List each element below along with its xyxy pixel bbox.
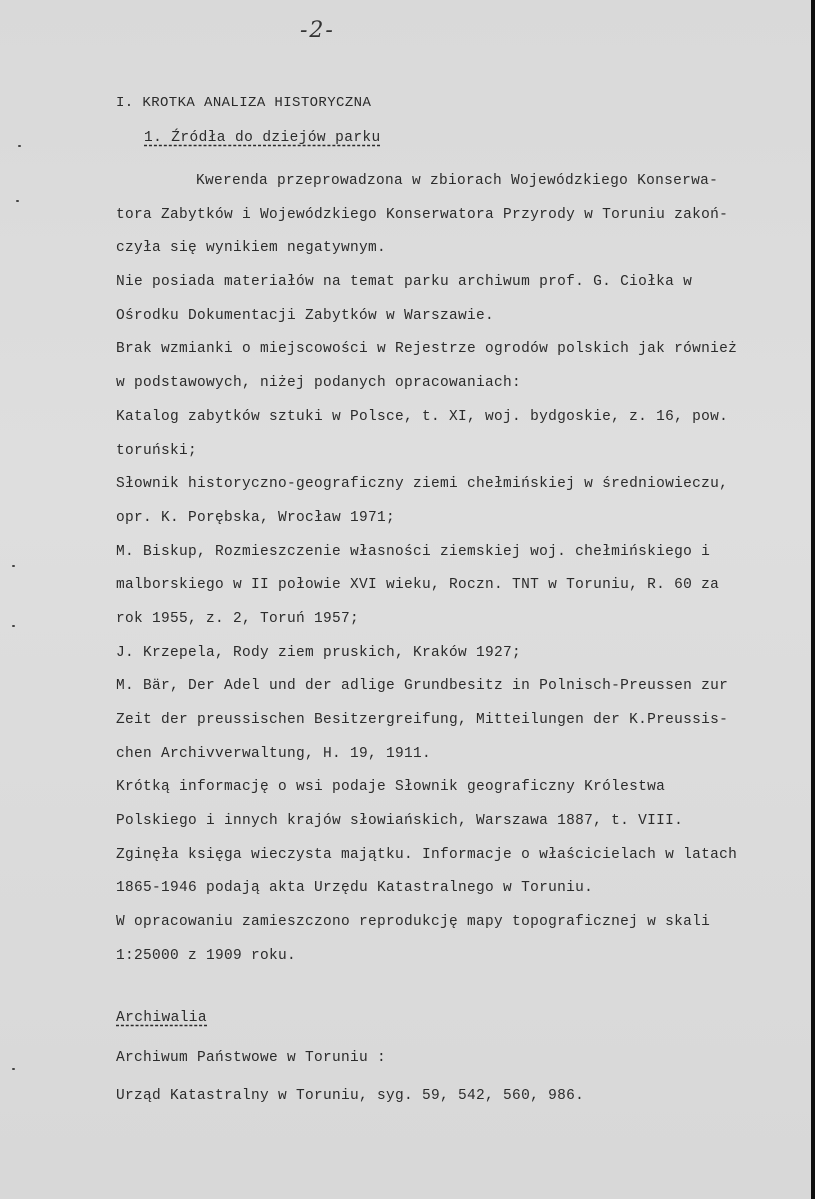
text-line: 1:25000 z 1909 roku. [116,947,297,964]
scan-speck [16,200,19,202]
text-line: czyła się wynikiem negatywnym. [116,240,387,257]
text-line: J. Krzepela, Rody ziem pruskich, Kraków 1927; [116,644,522,661]
text-line: Nie posiada materiałów na temat parku archiwum prof. G. Ciołka w [116,274,693,291]
archive-reference: Urząd Katastralny w Toruniu, syg. 59, 542, 560, 986. [116,1088,585,1104]
text-line: Krótką informację o wsi podaje Słownik geograficzny Królestwa [116,779,666,796]
text-line: M. Biskup, Rozmieszczenie własności ziemskiej woj. chełmińskiego i [116,543,711,560]
text-line: toruński; [116,442,198,459]
page-number: -2- [300,18,335,43]
text-line: Polskiego i innych krajów słowiańskich, Warszawa 1887, t. VIII. [116,813,684,830]
scan-speck [12,1068,15,1070]
text-line: Kwerenda przeprowadzona w zbiorach Wojewódzkiego Konserwa- [196,173,719,189]
text-line: tora Zabytków i Wojewódzkiego Konserwatora Przyrody w Toruniu zakoń- [116,206,729,223]
scan-speck [12,565,15,567]
text-line: rok 1955, z. 2, Toruń 1957; [116,610,360,627]
scan-speck [18,145,21,147]
text-line: 1865-1946 podają akta Urzędu Katastralnego w Toruniu. [116,880,594,897]
section-title: I. KROTKA ANALIZA HISTORYCZNA [116,95,372,111]
text-line: Słownik historyczno-geograficzny ziemi chełmińskiej w średniowieczu, [116,476,729,493]
scan-edge [811,0,815,1199]
text-line: malborskiego w II połowie XVI wieku, Roczn. TNT w Toruniu, R. 60 za [116,577,720,594]
text-line: Zeit der preussischen Besitzergreifung, Mitteilungen der K.Preussis- [116,712,729,728]
text-line: Katalog zabytków sztuki w Polsce, t. XI, woj. bydgoskie, z. 16, pow. [116,408,729,425]
text-line: w podstawowych, niżej podanych opracowaniach: [116,375,522,392]
scan-speck [12,625,15,627]
text-line: W opracowaniu zamieszczono reprodukcję mapy topograficznej w skali [116,914,711,931]
text-line: Zginęła księga wieczysta majątku. Informacje o właścicielach w latach [116,846,738,863]
text-line: Brak wzmianki o miejscowości w Rejestrze ogrodów polskich jak również [116,341,738,358]
text-line: chen Archivverwaltung, H. 19, 1911. [116,745,432,762]
subsection-title: 1. Źródła do dziejów parku [144,130,381,146]
body-text [116,172,815,981]
archiwalia-heading: Archiwalia [116,1010,208,1026]
archive-name: Archiwum Państwowe w Toruniu : [116,1050,387,1066]
text-line: M. Bär, Der Adel und der adlige Grundbesitz in Polnisch-Preussen zur [116,678,729,695]
text-line: Ośrodku Dokumentacji Zabytków w Warszawie. [116,307,495,324]
text-line: opr. K. Porębska, Wrocław 1971; [116,509,396,526]
